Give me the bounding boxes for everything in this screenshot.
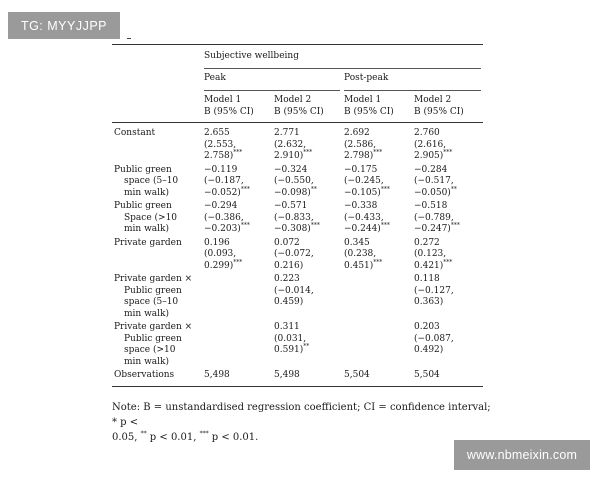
ci-label: B (95% CI): [414, 106, 464, 117]
cell-line: [414, 165, 481, 177]
cell-value: 0.223: [274, 274, 300, 284]
model-1-postpeak-label: Model 1: [344, 95, 382, 105]
significance-marker: ***: [233, 149, 243, 156]
row-label-line: space (5–10: [124, 176, 179, 186]
cell-value: 0.421): [414, 260, 444, 271]
cell-line: [344, 176, 410, 188]
cell-value: (−0.517,: [414, 176, 454, 186]
model-2-postpeak-label: Model 2: [414, 95, 452, 105]
cell-line: [274, 213, 340, 225]
cell-value: −0.571: [274, 201, 308, 211]
significance-marker: ***: [240, 185, 250, 193]
cell-m3: [342, 274, 412, 322]
cell-line: [274, 128, 340, 140]
cell-m2: [272, 322, 342, 370]
cell-value: (−0.433,: [344, 212, 384, 223]
cell-value: (0.031,: [274, 333, 307, 344]
row-label-line: min walk): [124, 356, 169, 367]
cell-m2: [272, 274, 342, 322]
cell-line: [274, 297, 340, 309]
table-row: [112, 165, 483, 202]
table-note: [112, 400, 492, 445]
cell-value: 2.655: [204, 128, 230, 138]
cell-value: −0.338: [344, 201, 378, 211]
cell-line: [204, 201, 270, 213]
cell-line: [414, 274, 481, 286]
model-2-peak-label: Model 2: [274, 95, 312, 105]
table-caption-dash: [127, 38, 131, 39]
row-label: [112, 370, 202, 386]
significance-marker: ***: [233, 258, 243, 266]
cell-value: 0.345: [344, 237, 370, 248]
cell-value: 0.591): [274, 345, 304, 355]
watermark-top: TG: MYYJJPP: [8, 12, 120, 39]
cell-m3: [342, 165, 412, 202]
cell-line: [344, 201, 410, 213]
cell-value: (−0.789,: [414, 212, 454, 223]
row-label: [112, 201, 202, 238]
cell-m2: [272, 123, 342, 165]
significance-marker: **: [450, 185, 457, 193]
row-label: [112, 274, 202, 322]
cell-value: 5,498: [204, 370, 230, 380]
cell-m3: [342, 123, 412, 165]
row-label-line: Private garden ×: [114, 274, 193, 284]
cell-line: [344, 213, 410, 225]
cell-line: [344, 185, 410, 200]
row-label-line: min walk): [124, 187, 169, 198]
cell-value: (−0.014,: [274, 285, 314, 296]
cell-value: 2.798): [344, 151, 374, 161]
cell-line: [204, 176, 270, 188]
row-label-line: min walk): [124, 224, 169, 234]
cell-line: [274, 370, 340, 382]
significance-marker: ***: [443, 258, 453, 266]
significance-marker: ***: [450, 222, 460, 229]
cell-value: 0.203: [414, 322, 440, 332]
cell-line: [274, 249, 340, 261]
watermark-bottom: www.nbmeixin.com: [454, 440, 590, 470]
cell-m4: [412, 274, 483, 322]
cell-line: [344, 151, 410, 163]
cell-value: 5,498: [274, 370, 300, 380]
cell-line: [274, 345, 340, 357]
row-label: [112, 123, 202, 165]
cell-line: [414, 258, 481, 273]
cell-line: [414, 286, 481, 298]
cell-line: [204, 238, 270, 250]
cell-m1: [202, 165, 272, 202]
note-part-a: 0.05,: [112, 432, 141, 443]
cell-m1: [202, 201, 272, 238]
cell-value: (2.553,: [204, 139, 237, 150]
significance-marker: **: [303, 343, 310, 350]
cell-line: [204, 128, 270, 140]
cell-value: (2.616,: [414, 139, 447, 150]
row-label-line: min walk): [124, 308, 169, 319]
cell-value: (−0.187,: [204, 176, 244, 186]
cell-line: [274, 261, 340, 273]
cell-m3: [342, 238, 412, 275]
significance-marker: **: [310, 185, 317, 193]
header-group-label: Subjective wellbeing: [204, 51, 481, 69]
table-row: [112, 123, 483, 165]
cell-m4: [412, 123, 483, 165]
cell-line: [344, 165, 410, 177]
cell-value: −0.294: [204, 201, 238, 211]
significance-marker: ***: [373, 149, 383, 156]
cell-line: [414, 176, 481, 188]
cell-m4: [412, 238, 483, 275]
cell-value: (−0.550,: [274, 176, 314, 186]
cell-value: (−0.087,: [414, 333, 454, 344]
cell-value: 0.299): [204, 260, 234, 271]
cell-value: −0.050): [414, 187, 451, 198]
cell-value: (2.586,: [344, 139, 377, 150]
row-label-line: Space (>10: [124, 212, 178, 223]
cell-line: [344, 224, 410, 236]
row-label-line: Public green: [114, 201, 172, 211]
table-row: [112, 238, 483, 275]
ci-label: B (95% CI): [344, 106, 394, 117]
cell-m2: [272, 238, 342, 275]
cell-line: [274, 238, 340, 250]
cell-value: (2.632,: [274, 139, 307, 150]
cell-value: 2.771: [274, 128, 300, 138]
cell-line: [274, 274, 340, 286]
cell-line: [414, 201, 481, 213]
cell-line: [414, 128, 481, 140]
cell-line: [274, 286, 340, 298]
cell-value: −0.324: [274, 164, 308, 175]
cell-line: [414, 213, 481, 225]
cell-line: [414, 151, 481, 163]
cell-value: (−0.072,: [274, 249, 314, 259]
table-header-row-1: [112, 45, 483, 73]
cell-line: [414, 345, 481, 357]
significance-marker: ***: [373, 258, 383, 266]
cell-m4: [412, 370, 483, 386]
cell-value: (−0.245,: [344, 176, 384, 186]
cell-value: −0.203): [204, 224, 241, 234]
table-header-row-3: [112, 95, 483, 123]
cell-value: 0.216): [274, 260, 304, 271]
cell-value: 0.311: [274, 322, 300, 332]
cell-line: [204, 165, 270, 177]
cell-line: [204, 213, 270, 225]
table-row: [112, 370, 483, 386]
note-sup-a: **: [140, 430, 147, 438]
cell-value: 2.905): [414, 151, 444, 161]
significance-marker: ***: [380, 222, 390, 229]
cell-value: (0.093,: [204, 249, 237, 259]
cell-value: (0.238,: [344, 249, 377, 259]
cell-m4: [412, 201, 483, 238]
table-row: [112, 274, 483, 322]
note-part-b: p < 0.01,: [146, 432, 200, 443]
note-part-c: p < 0.01.: [208, 432, 259, 443]
row-label-line: Private garden: [114, 237, 182, 248]
cell-value: −0.105): [344, 187, 381, 198]
cell-value: 5,504: [414, 370, 440, 380]
row-label: [112, 322, 202, 370]
cell-value: 0.072: [274, 237, 300, 248]
cell-value: 5,504: [344, 370, 370, 380]
table-header-row-2: [112, 73, 483, 96]
cell-line: [274, 185, 340, 200]
cell-line: [344, 238, 410, 250]
cell-line: [414, 370, 481, 382]
cell-m3: [342, 370, 412, 386]
cell-value: −0.098): [274, 187, 311, 198]
cell-value: 0.196: [204, 237, 230, 248]
cell-m1: [202, 238, 272, 275]
cell-line: [204, 258, 270, 273]
significance-marker: ***: [303, 149, 313, 156]
significance-marker: ***: [380, 185, 390, 193]
cell-m2: [272, 201, 342, 238]
cell-value: −0.247): [414, 224, 451, 234]
cell-value: 0.118: [414, 274, 440, 284]
cell-value: 0.363): [414, 297, 444, 307]
cell-value: −0.175: [344, 164, 378, 175]
cell-line: [414, 238, 481, 250]
note-line-1: Note: B = unstandardised regression coefficient; CI = confidence interval; * p <: [112, 402, 491, 428]
cell-value: −0.244): [344, 224, 381, 234]
period-peak-label: Peak: [204, 73, 340, 92]
note-sup-b: ***: [199, 430, 209, 438]
cell-line: [204, 151, 270, 163]
cell-value: (−0.127,: [414, 285, 454, 296]
cell-line: [204, 370, 270, 382]
significance-marker: ***: [310, 222, 320, 229]
cell-value: 2.910): [274, 151, 304, 161]
cell-m4: [412, 322, 483, 370]
cell-value: −0.284: [414, 164, 448, 175]
row-label-line: Public green: [114, 164, 172, 175]
row-label-line: Observations: [114, 370, 175, 380]
cell-value: 2.758): [204, 151, 234, 161]
cell-value: −0.518: [414, 201, 448, 211]
cell-value: (0.123,: [414, 249, 447, 259]
row-label-line: Public green: [124, 333, 182, 344]
row-label: [112, 165, 202, 202]
cell-m4: [412, 165, 483, 202]
cell-line: [274, 201, 340, 213]
cell-line: [274, 151, 340, 163]
cell-m1: [202, 123, 272, 165]
cell-line: [274, 224, 340, 236]
cell-m3: [342, 201, 412, 238]
cell-value: 2.760: [414, 128, 440, 138]
regression-table: [112, 44, 483, 387]
cell-value: −0.052): [204, 187, 241, 198]
cell-m1: [202, 322, 272, 370]
cell-m3: [342, 322, 412, 370]
cell-line: [274, 165, 340, 177]
cell-line: [204, 185, 270, 200]
table-row: [112, 201, 483, 238]
row-label-line: Public green: [124, 285, 182, 296]
table-row: [112, 322, 483, 370]
cell-line: [344, 370, 410, 382]
cell-m2: [272, 165, 342, 202]
cell-line: [414, 185, 481, 200]
cell-line: [414, 224, 481, 236]
cell-line: [204, 224, 270, 236]
cell-value: 0.459): [274, 297, 304, 307]
ci-label: B (95% CI): [204, 106, 254, 117]
cell-m1: [202, 370, 272, 386]
cell-value: (−0.386,: [204, 212, 244, 223]
cell-m2: [272, 370, 342, 386]
significance-marker: ***: [443, 149, 453, 156]
cell-line: [344, 128, 410, 140]
cell-value: (−0.833,: [274, 212, 314, 223]
model-1-peak-label: Model 1: [204, 95, 242, 105]
row-label-line: space (>10: [124, 345, 176, 355]
cell-line: [344, 258, 410, 273]
cell-line: [274, 322, 340, 334]
cell-line: [414, 334, 481, 346]
cell-m1: [202, 274, 272, 322]
cell-value: 0.451): [344, 260, 374, 271]
cell-value: 0.272: [414, 237, 440, 248]
ci-label: B (95% CI): [274, 106, 324, 117]
cell-line: [274, 176, 340, 188]
cell-value: 2.692: [344, 128, 370, 138]
cell-value: 0.492): [414, 345, 444, 355]
cell-value: −0.119: [204, 164, 238, 175]
cell-line: [414, 322, 481, 334]
significance-marker: ***: [240, 222, 250, 229]
row-label-line: space (5–10: [124, 297, 179, 307]
cell-value: −0.308): [274, 224, 311, 234]
row-label-line: Private garden ×: [114, 322, 193, 332]
period-postpeak-label: Post-peak: [344, 73, 481, 92]
row-label-line: Constant: [114, 128, 156, 138]
cell-line: [414, 297, 481, 309]
row-label: [112, 238, 202, 275]
